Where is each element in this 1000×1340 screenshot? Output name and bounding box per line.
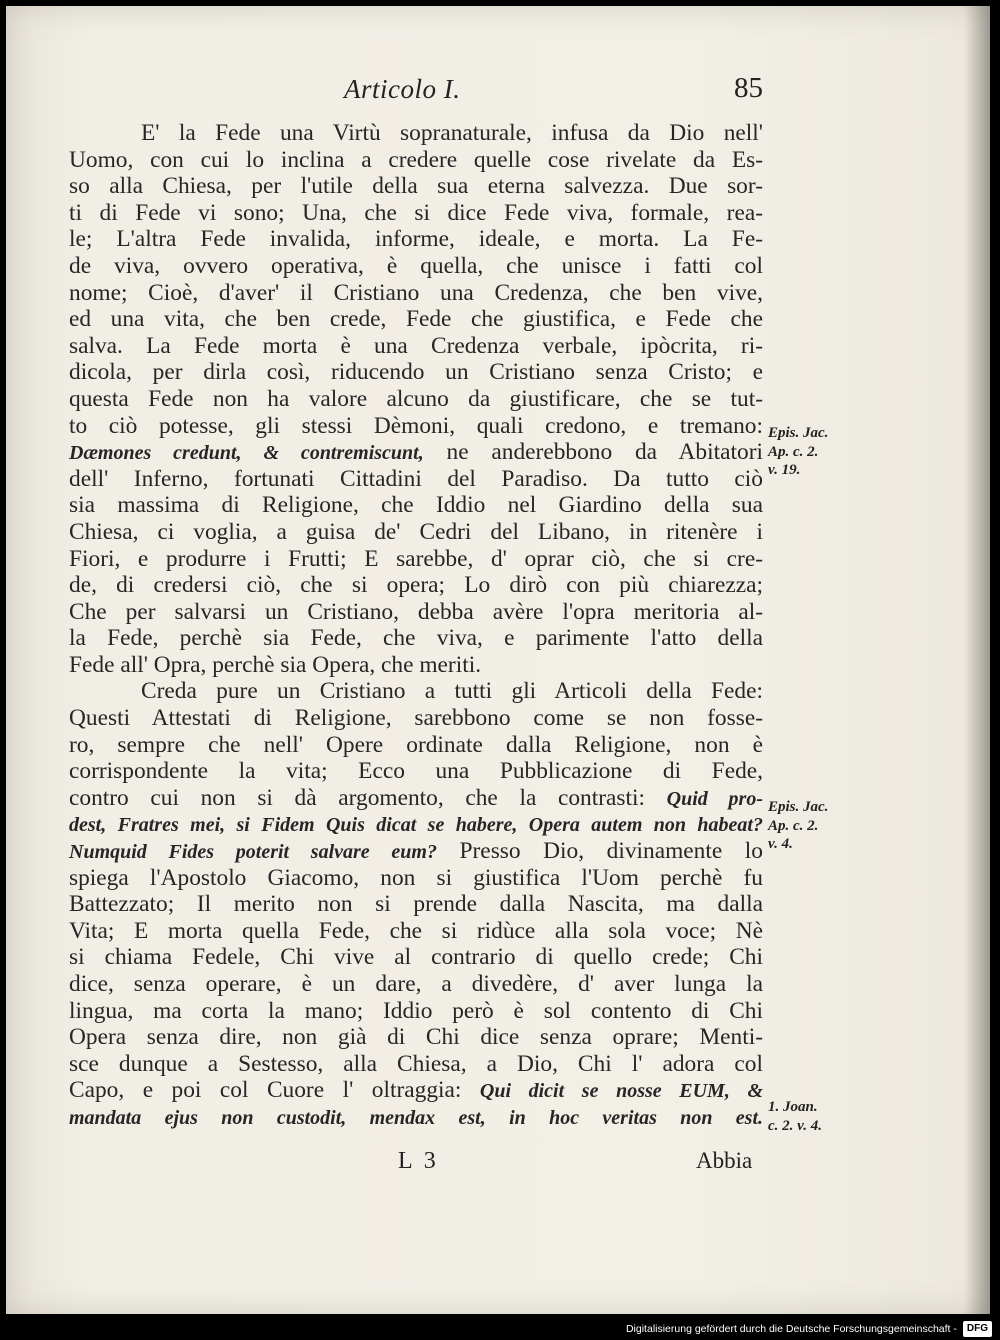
- latin-quote: Quid pro-: [666, 787, 763, 810]
- text-line: [69, 572, 763, 599]
- text-run: dice, senza operare, è un dare, a divedère, d' aver lunga la: [69, 971, 763, 997]
- text-line: [69, 918, 763, 945]
- text-line: [69, 838, 763, 865]
- text-line: [69, 652, 763, 679]
- text-line: [69, 386, 763, 413]
- margin-note-line: v. 4.: [768, 836, 793, 852]
- margin-note-line: v. 19.: [768, 462, 801, 478]
- text-run: Fede all' Opra, perchè sia Opera, che meriti.: [69, 651, 482, 678]
- text-run: de viva, ovvero operativa, è quella, che unisce i fatti col: [69, 252, 763, 279]
- text-line: [69, 413, 763, 440]
- latin-quote: mandata ejus non custodit, mendax est, in hoc veritas non est.: [69, 1106, 763, 1129]
- text-line: [69, 944, 763, 971]
- text-line: [69, 811, 763, 838]
- text-line: [69, 546, 763, 573]
- page-number: 85: [734, 72, 763, 104]
- text-run: salva. La Fede morta è una Credenza verbale, ipòcrita, ri-: [69, 332, 763, 359]
- text-run: Opera senza dire, non già di Chi dice senza oprare; Menti-: [69, 1024, 763, 1051]
- text-run: Vita; E morta quella Fede, che si ridùce alla sola voce; Nè: [69, 917, 763, 944]
- text-line: [69, 998, 763, 1025]
- text-line: [69, 1104, 763, 1131]
- text-run: contro cui non si dà argomento, che la contrasti:: [69, 784, 667, 811]
- catchword: Abbia: [696, 1148, 753, 1173]
- text-run: dell' Inferno, fortunati Cittadini del Paradiso. Da tutto ciò: [69, 465, 763, 492]
- text-run: E' la Fede una Virtù sopranaturale, infusa da Dio nell': [141, 120, 763, 146]
- text-line: [69, 785, 763, 812]
- text-line: [69, 732, 763, 759]
- text-line: [69, 599, 763, 626]
- margin-note-1: [768, 424, 858, 480]
- body-text: [69, 120, 763, 1131]
- signature-mark: L 3: [398, 1148, 439, 1174]
- text-line: [69, 971, 763, 998]
- margin-note-line: 1. Joan.: [768, 1099, 818, 1115]
- margin-note-line: Ap. c. 2.: [768, 817, 819, 834]
- text-run: Battezzato; Il merito non si prende dalla Nascita, ma dalla: [69, 891, 763, 918]
- margin-note-line: Ap. c. 2.: [768, 443, 819, 460]
- text-line: [69, 147, 763, 174]
- latin-quote: Numquid Fides poterit salvare eum?: [69, 841, 437, 864]
- text-line: [69, 865, 763, 892]
- text-run: Uomo, con cui lo inclina a credere quelle cose rivelate da Es-: [69, 146, 763, 173]
- dfg-logo: DFG: [963, 1321, 992, 1337]
- margin-note-line: c. 2. v. 4.: [768, 1117, 823, 1134]
- text-run: Questi Attestati di Religione, sarebbono come se non fosse-: [69, 705, 763, 732]
- text-run: la Fede, perchè sia Fede, che viva, e parimente l'atto della: [69, 625, 763, 652]
- text-line: [69, 758, 763, 785]
- text-run: ne anderebbono da Abitatori: [423, 439, 763, 466]
- text-run: so alla Chiesa, per l'utile della sua eterna salvezza. Due sor-: [69, 173, 763, 200]
- margin-note-2: [768, 798, 858, 854]
- text-run: Creda pure un Cristiano a tutti gli Articoli della Fede:: [141, 678, 763, 705]
- text-run: questa Fede non ha valore alcuno da giustificare, che se tut-: [69, 385, 763, 412]
- text-line: [69, 1051, 763, 1078]
- page-spine-shadow: [964, 6, 990, 1314]
- running-header-title: Articolo I.: [344, 74, 461, 104]
- book-page: [6, 6, 990, 1314]
- latin-quote: dest, Fratres mei, si Fidem Quis dicat se habere, Opera autem non habeat?: [69, 814, 763, 837]
- text-line: [69, 705, 763, 732]
- text-run: ti di Fede vi sono; Una, che si dice Fede viva, formale, rea-: [69, 199, 763, 226]
- text-line: [69, 173, 763, 200]
- digitization-credit: [600, 1318, 1000, 1340]
- text-line: [69, 306, 763, 333]
- text-line: [69, 120, 763, 147]
- margin-note-line: Epis. Jac.: [768, 799, 829, 815]
- text-line: [69, 1024, 763, 1051]
- text-line: [69, 519, 763, 546]
- text-run: sce dunque a Sestesso, alla Chiesa, a Dio, Chi l' adora col: [69, 1050, 763, 1077]
- text-run: lingua, ma corta la mano; Iddio però è sol contento di Chi: [69, 997, 763, 1024]
- text-run: Che per salvarsi un Cristiano, debba avère l'opra meritoria al-: [69, 598, 763, 625]
- text-run: le; L'altra Fede invalida, informe, ideale, e morta. La Fe-: [69, 226, 763, 253]
- text-run: spiega l'Apostolo Giacomo, non si giustifica l'Uom perchè fu: [69, 864, 763, 891]
- text-line: [69, 200, 763, 227]
- text-run: dicola, per dirla così, riducendo un Cristiano senza Cristo; e: [69, 359, 763, 386]
- text-run: Presso Dio, divinamente lo: [436, 838, 763, 865]
- latin-quote: Dæmones credunt, & contremiscunt,: [69, 442, 424, 465]
- margin-note-3: [768, 1098, 858, 1135]
- text-run: si chiama Fedele, Chi vive al contrario di quello crede; Chi: [69, 944, 763, 971]
- text-line: [69, 226, 763, 253]
- latin-quote: Qui dicit se nosse EUM, &: [479, 1080, 763, 1103]
- text-line: [69, 492, 763, 519]
- text-line: [69, 466, 763, 493]
- text-run: sia massima di Religione, che Iddio nel Giardino della sua: [69, 492, 763, 519]
- text-run: corrispondente la vita; Ecco una Pubblicazione di Fede,: [69, 758, 763, 785]
- text-run: to ciò potesse, gli stessi Dèmoni, quali credono, e tremano:: [69, 412, 763, 439]
- text-line: [69, 891, 763, 918]
- text-line: [69, 678, 763, 705]
- text-line: [69, 439, 763, 466]
- text-line: [69, 359, 763, 386]
- text-run: nome; Cioè, d'aver' il Cristiano una Credenza, che ben vive,: [69, 279, 763, 306]
- text-run: de, di credersi ciò, che si opera; Lo dirò con più chiarezza;: [69, 572, 763, 599]
- text-run: ed una vita, che ben crede, Fede che giustifica, e Fede che: [69, 306, 763, 333]
- text-line: [69, 280, 763, 307]
- text-run: Fiori, e produrre i Frutti; E sarebbe, d' oprar ciò, che si cre-: [69, 545, 763, 572]
- text-run: Capo, e poi col Cuore l' oltraggia:: [69, 1077, 480, 1104]
- text-line: [69, 333, 763, 360]
- text-line: [69, 625, 763, 652]
- margin-note-line: Epis. Jac.: [768, 425, 829, 441]
- text-run: Chiesa, ci voglia, a guisa de' Cedri del Libano, in ritenère i: [69, 518, 763, 545]
- text-line: [69, 253, 763, 280]
- credit-text: Digitalisierung gefördert durch die Deutsche Forschungsgemeinschaft -: [625, 1323, 957, 1335]
- text-line: [69, 1077, 763, 1104]
- text-run: ro, sempre che nell' Opere ordinate dalla Religione, non è: [69, 731, 763, 758]
